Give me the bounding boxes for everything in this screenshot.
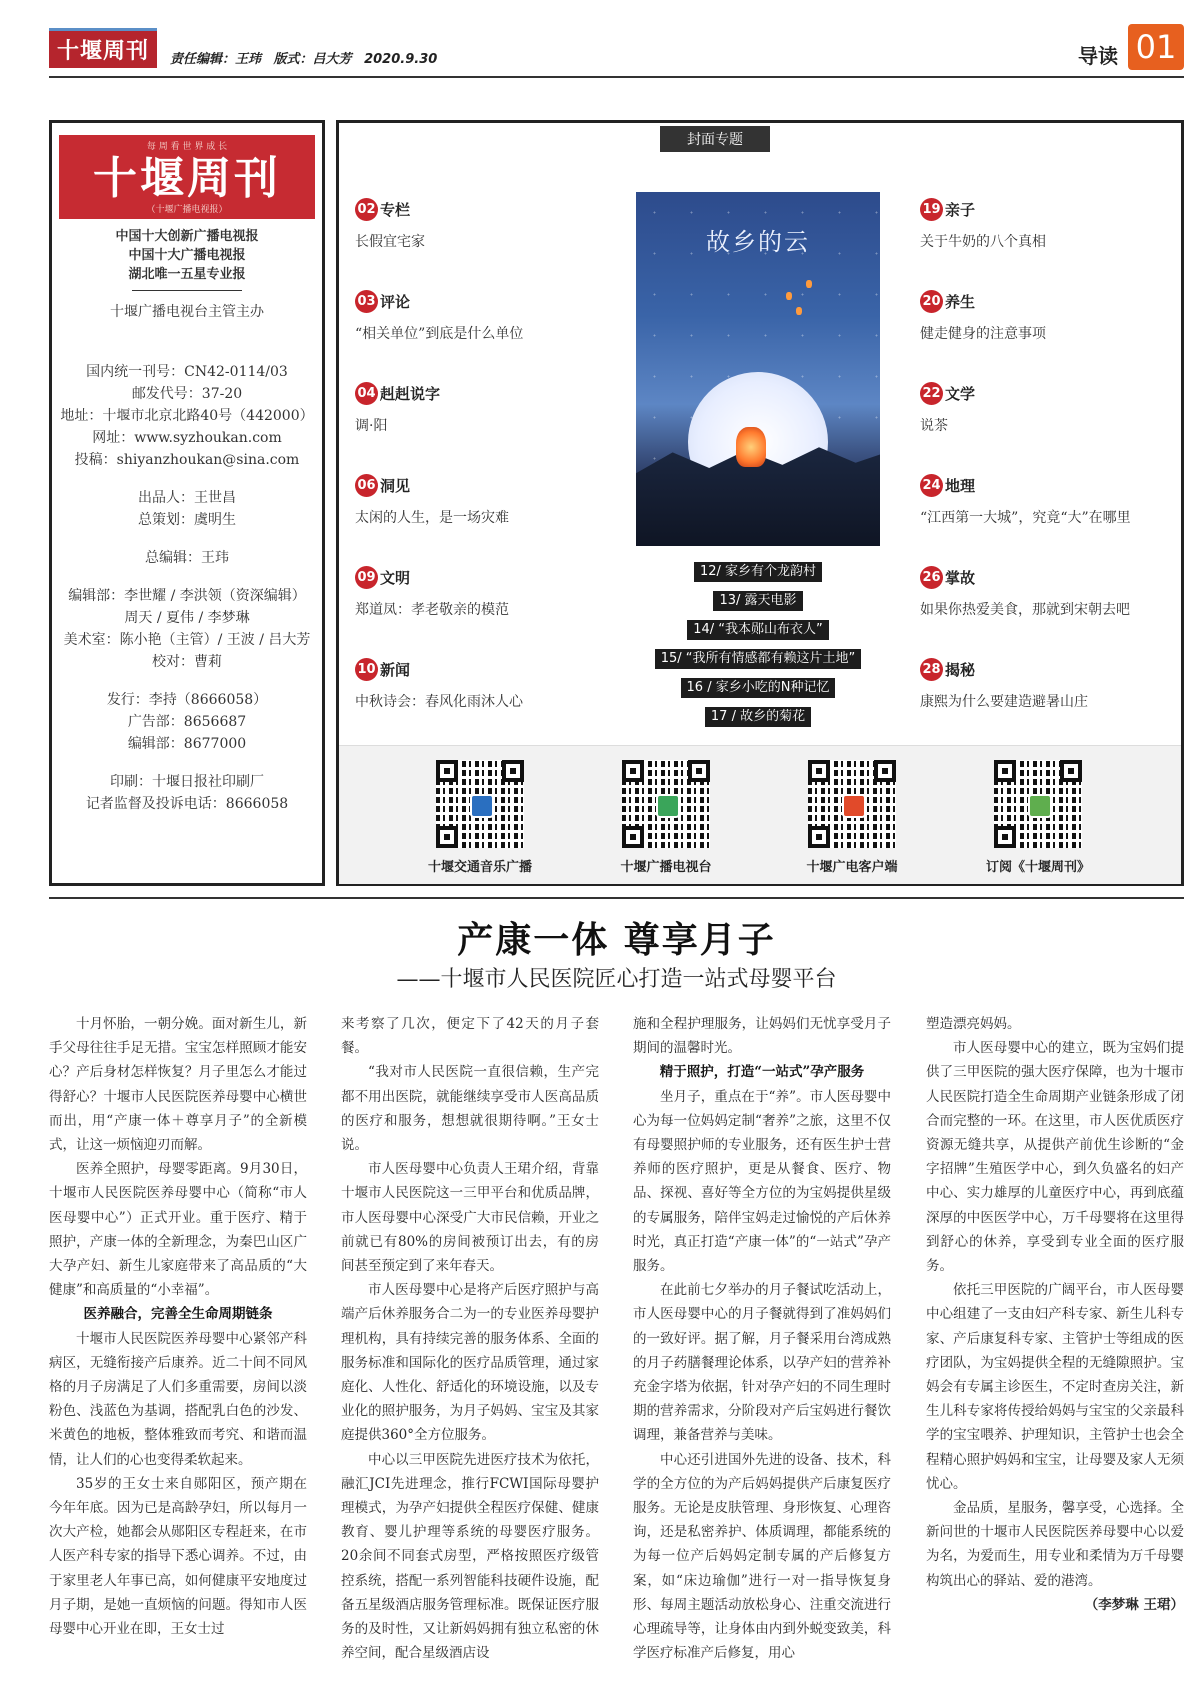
- toc-section: 养生: [945, 293, 976, 311]
- staff-line: 编辑部：李世耀 / 李洪领（资深编辑）: [68, 588, 306, 604]
- honor-item: 中国十大广播电视报: [128, 248, 246, 263]
- issue-date: 2020.9.30: [364, 52, 438, 67]
- qr-code-icon[interactable]: [808, 760, 896, 848]
- contact-line: 广告部：8656687: [127, 714, 247, 730]
- toc-section: 地理: [945, 477, 976, 495]
- cover-article[interactable]: [640, 707, 876, 727]
- toc-title: 郑道凤：孝老敬亲的模范: [355, 602, 509, 618]
- article-paragraph: 塑造漂亮妈妈。: [926, 1016, 1021, 1032]
- toc-page-number: 24: [920, 474, 943, 497]
- logo-subtitle: （十堰广播电视报）: [146, 205, 228, 215]
- toc-title: 关于牛奶的八个真相: [920, 234, 1046, 250]
- toc-page-number: 10: [355, 658, 378, 681]
- toc-title: 太闲的人生，是一场灾难: [355, 510, 509, 526]
- qr-item[interactable]: [958, 760, 1118, 875]
- contact-line: 编辑部：8677000: [127, 736, 247, 752]
- article-byline: （李梦琳 王珺）: [1084, 1596, 1184, 1613]
- article-subtitle: ——十堰市人民医院匠心打造一站式母婴平台: [396, 967, 837, 992]
- layout-editor: 版式：吕大芳: [273, 52, 352, 67]
- toc-section: 揭秘: [945, 661, 976, 679]
- publication-info-box: [49, 120, 325, 886]
- registration-line: 地址：十堰市北京北路40号（442000）: [60, 408, 314, 424]
- print-line: 记者监督及投诉电话：8666058: [85, 796, 289, 812]
- print-block: [52, 771, 322, 815]
- responsible-editor: 责任编辑：王玮: [170, 52, 262, 67]
- qr-label: 十堰广电客户端: [806, 860, 898, 875]
- qr-label: 订阅《十堰周刊》: [985, 860, 1090, 875]
- registration-line: 国内统一刊号：CN42-0114/03: [86, 364, 288, 380]
- toc-title: 调·阳: [355, 418, 388, 434]
- cover-illustration[interactable]: [636, 192, 880, 546]
- article-paragraph: 施和全程护理服务，让妈妈们无忧享受月子期间的温馨时光。: [633, 1016, 891, 1057]
- cover-article-label: 14/ “我本郧山布衣人”: [687, 620, 829, 640]
- toc-section: 评论: [380, 293, 411, 311]
- toc-item[interactable]: [355, 290, 635, 343]
- article-column-4: [926, 1012, 1184, 1676]
- article-divider: [49, 897, 1184, 899]
- sky-lantern-icon: [796, 307, 802, 315]
- toc-title: 长假宜宅家: [355, 234, 425, 250]
- qr-code-icon[interactable]: [994, 760, 1082, 848]
- cover-article-label: 13/ 露天电影: [713, 591, 802, 611]
- toc-section: 文明: [380, 569, 411, 587]
- staff-line: 美术室：陈小艳（主管）/ 王波 / 吕大芳: [63, 632, 311, 648]
- cover-image-title: 故乡的云: [706, 228, 810, 256]
- qr-label: 十堰交通音乐广播: [427, 860, 532, 875]
- toc-item[interactable]: [355, 566, 635, 619]
- article-column-2: [341, 1012, 599, 1676]
- staff-line: 校对：曹莉: [152, 654, 222, 670]
- article-column-1: [49, 1012, 307, 1676]
- toc-item[interactable]: [920, 658, 1200, 711]
- cover-article[interactable]: [640, 649, 876, 669]
- toc-item[interactable]: [920, 566, 1200, 619]
- qr-code-icon[interactable]: [436, 760, 524, 848]
- toc-item[interactable]: [355, 198, 635, 251]
- toc-title: 说茶: [920, 418, 948, 434]
- registration-line: 邮发代号：37-20: [131, 386, 243, 402]
- producer-line: 出品人：王世昌: [138, 490, 236, 506]
- toc-item[interactable]: [920, 382, 1200, 435]
- article-paragraph: 十堰市人民医院医养母婴中心紧邻产科病区，无缝衔接产后康养。近二十间不同风格的月子房满足了人们多重需要，房间以淡粉色、浅蓝色为基调，搭配乳白色的沙发、米黄色的地板，整体雅致而考究、和谐而温情，让人们的心也变得柔软起来。: [49, 1330, 307, 1468]
- section-label: 导读: [1078, 44, 1118, 68]
- honor-item: 湖北唯一五星专业报: [128, 267, 246, 282]
- toc-page-number: 20: [920, 290, 943, 313]
- article-subheading: 精于照护，打造“一站式”孕产服务: [659, 1064, 865, 1081]
- article-paragraph: 依托三甲医院的广阔平台，市人医母婴中心组建了一支由妇产科专家、新生儿科专家、产后康复科专家、主管护士等组成的医疗团队，为宝妈提供全程的无缝隙照护。宝妈会有专属主诊医生，不定时查房关注，新生儿科专家将传授给妈妈与宝宝的父亲最科学的宝宝喂养、护理知识，主管护士也会全程精心照护妈妈和宝宝，让母婴及家人无须忧心。: [926, 1282, 1184, 1492]
- qr-item[interactable]: [772, 760, 932, 875]
- toc-item[interactable]: [355, 382, 635, 435]
- registration-block: [52, 361, 322, 471]
- cover-article[interactable]: [640, 620, 876, 640]
- logo-title: 十堰周刊: [93, 153, 281, 204]
- logo-slogan: 每 周 看 世 界 成 长: [146, 142, 228, 152]
- toc-page-number: 02: [355, 198, 378, 221]
- qr-item[interactable]: [400, 760, 560, 875]
- registration-line: 网址：www.syzhoukan.com: [92, 430, 282, 446]
- sky-lantern-icon: [806, 280, 812, 288]
- toc-item[interactable]: [920, 474, 1200, 527]
- publication-logo: [59, 135, 315, 219]
- toc-page-number: 03: [355, 290, 378, 313]
- page-number-badge: 01: [1128, 24, 1184, 70]
- honors-list: [52, 227, 322, 284]
- toc-title: “相关单位”到底是什么单位: [355, 326, 524, 342]
- toc-item[interactable]: [355, 474, 635, 527]
- article-paragraph: 中心还引进国外先进的设备、技术，科学的全方位的为产后妈妈提供产后康复医疗服务。无论是皮肤管理、身形恢复、心理咨询，还是私密养护、体质调理，都能系统的为每一位产后妈妈定制专属的产后修复方案，如“床边瑜伽”进行一对一指导恢复身形、每周主题活动放松身心、注重交流进行心理疏导等，让身体由内到外蜕变致美，科学医疗标准产后修复，用心: [633, 1451, 891, 1662]
- article-paragraph: 金品质，星服务，馨享受，心选择。全新问世的十堰市人民医院医养母婴中心以爱为名，为爱而生，用专业和柔情为万千母婴构筑出心的驿站、爱的港湾。: [926, 1500, 1184, 1589]
- article-paragraph: 市人医母婴中心负责人王珺介绍，背靠十堰市人民医院这一三甲平台和优质品牌，市人医母婴中心深受广大市民信赖，开业之前就已有80%的房间被预订出去，有的房间甚至预定到了来年春天。: [341, 1161, 599, 1275]
- toc-title: “江西第一大城”，究竟“大”在哪里: [920, 510, 1131, 526]
- toc-section: 洞见: [380, 477, 411, 495]
- toc-page-number: 06: [355, 474, 378, 497]
- toc-section: 赳赳说字: [380, 385, 441, 403]
- article-paragraph: 十月怀胎，一朝分娩。面对新生儿，新手父母往往手足无措。宝宝怎样照顾才能安心？产后身材怎样恢复？月子里怎么才能过得舒心？十堰市人民医院医养母婴中心横世而出，用“产康一体＋尊享月子”的全新模式，让这一烦恼迎刃而解。: [49, 1016, 307, 1154]
- qr-label: 十堰广播电视台: [620, 860, 712, 875]
- toc-title: 康熙为什么要建造避暑山庄: [920, 694, 1088, 710]
- chief-editor-line: 总编辑：王玮: [145, 550, 229, 566]
- qr-code-icon[interactable]: [622, 760, 710, 848]
- header-credits: [170, 48, 445, 67]
- producers-block: [52, 487, 322, 531]
- article-title: 产康一体 尊享月子: [457, 919, 776, 961]
- producer-line: 总策划：虞明生: [138, 512, 236, 528]
- article-paragraph: 市人医母婴中心是将产后医疗照护与高端产后休养服务合二为一的专业医养母婴护理机构，具有持续完善的服务体系、全面的服务标准和国际化的医疗品质管理，通过家庭化、人性化、舒适化的环境设施，以及专业化的照护服务，为月子妈妈、宝宝及其家庭提供360°全方位服务。: [341, 1282, 599, 1444]
- cover-article[interactable]: [640, 562, 876, 582]
- cover-article-label: 16 / 家乡小吃的N种记忆: [681, 678, 836, 698]
- cover-feature-tag: 封面专题: [660, 126, 770, 152]
- lantern-icon: [736, 427, 766, 467]
- article-paragraph: 坐月子，重点在于“养”。市人医母婴中心为每一位妈妈定制“奢养”之旅，这里不仅有母婴照护师的专业服务，还有医生护士营养师的医疗照护，更是从餐食、医疗、物品、探视、喜好等全方位的为宝妈提供星级的专属服务，陪伴宝妈走过愉悦的产后休养时光，真正打造“产康一体”的“一站式”孕产服务。: [633, 1088, 891, 1275]
- article-paragraph: “我对市人民医院一直很信赖，生产完都不用出医院，就能继续享受市人医高品质的医疗和服务，想想就很期待啊。”王女士说。: [341, 1064, 599, 1154]
- cover-article[interactable]: [640, 591, 876, 611]
- toc-title: 中秋诗会：春风化雨沐人心: [355, 694, 523, 710]
- cover-article-label: 15/ “我所有情感都有赖这片土地”: [655, 649, 862, 669]
- article-paragraph: 中心以三甲医院先进医疗技术为依托，融汇JCI先进理念，推行FCWI国际母婴护理模式，为孕产妇提供全程医疗保健、健康教育、婴儿护理等系统的母婴医疗服务。20余间不同套式房型，严格按照医疗级管控系统，搭配一系列智能科技硬件设施，配备五星级酒店服务管理标准。既保证医疗服务的及时性，又让新妈妈拥有独立私密的休养空间，配合星级酒店设: [341, 1451, 599, 1662]
- article-paragraph: 在此前七夕举办的月子餐试吃活动上，市人医母婴中心的月子餐就得到了准妈妈们的一致好评。据了解，月子餐采用台湾成熟的月子药膳餐理论体系，以孕产妇的营养补充金字塔为依据，针对孕产妇的不同生理时期的营养需求，分阶段对产后宝妈进行餐饮调理，兼备营养与美味。: [633, 1282, 891, 1444]
- cover-article[interactable]: [640, 678, 876, 698]
- toc-section: 亲子: [945, 201, 976, 219]
- toc-item[interactable]: [355, 658, 635, 711]
- sky-lantern-icon: [786, 292, 792, 300]
- toc-section: 掌故: [945, 569, 976, 587]
- masthead-logo: 十堰周刊: [49, 28, 157, 68]
- article-column-3: [633, 1012, 891, 1676]
- info-divider: [132, 290, 242, 291]
- cover-article-label: 12/ 家乡有个龙韵村: [694, 562, 822, 582]
- honor-item: 中国十大创新广播电视报: [115, 229, 259, 244]
- article-paragraph: 35岁的王女士来自郧阳区，预产期在今年年底。因为已是高龄孕妇，所以每月一次大产检，她都会从郧阳区专程赶来，在市人医产科专家的指导下悉心调养。不过，由于家里老人年事已高，如何健康平安地度过月子期，是她一直烦恼的问题。得知市人医母婴中心开业在即，王女士过: [49, 1475, 307, 1638]
- toc-title: 健走健身的注意事项: [920, 326, 1046, 342]
- toc-item[interactable]: [920, 290, 1200, 343]
- toc-page-number: 28: [920, 658, 943, 681]
- toc-title: 如果你热爱美食，那就到宋朝去吧: [920, 602, 1130, 618]
- article-paragraph: 市人医母婴中心的建立，既为宝妈们提供了三甲医院的强大医疗保障，也为十堰市人民医院打造全生命周期产业链条形成了闭合而完整的一环。在这里，市人医优质医疗资源无缝共享，从提供产前优生诊断的“金字招牌”生殖医学中心，到久负盛名的妇产中心、实力雄厚的儿童医疗中心，再到底蕴深厚的中医医学中心，万千母婴将在这里得到舒心的休养，享受到专业全面的医疗服务。: [926, 1040, 1184, 1275]
- contacts-block: [52, 689, 322, 755]
- toc-page-number: 04: [355, 382, 378, 405]
- article-paragraph: 医养全照护，母婴零距离。9月30日，十堰市人民医院医养母婴中心（简称“市人医母婴中心”）正式开业。重于医疗、精于照护，产康一体的全新理念，为秦巴山区广大孕产妇、新生儿家庭带来了高品质的“大健康”和高质量的“小幸福”。: [49, 1161, 307, 1299]
- registration-line: 投稿：shiyanzhoukan@sina.com: [74, 452, 300, 468]
- toc-section: 文学: [945, 385, 976, 403]
- toc-section: 新闻: [380, 661, 411, 679]
- staff-line: 周天 / 夏伟 / 李梦琳: [124, 610, 250, 626]
- toc-page-number: 19: [920, 198, 943, 221]
- header-divider: [49, 76, 1184, 78]
- article-subheading: 医养融合，完善全生命周期链条: [83, 1306, 273, 1323]
- staff-block: [52, 585, 322, 673]
- toc-page-number: 09: [355, 566, 378, 589]
- article-paragraph: 来考察了几次，便定下了42天的月子套餐。: [341, 1016, 599, 1057]
- print-line: 印刷：十堰日报社印刷厂: [110, 774, 264, 790]
- toc-page-number: 26: [920, 566, 943, 589]
- toc-item[interactable]: [920, 198, 1200, 251]
- qr-item[interactable]: [586, 760, 746, 875]
- sponsor-line: 十堰广播电视台主管主办: [110, 304, 264, 320]
- cover-article-label: 17 / 故乡的菊花: [705, 707, 811, 727]
- toc-section: 专栏: [380, 201, 411, 219]
- contact-line: 发行：李持（8666058）: [106, 692, 268, 708]
- toc-page-number: 22: [920, 382, 943, 405]
